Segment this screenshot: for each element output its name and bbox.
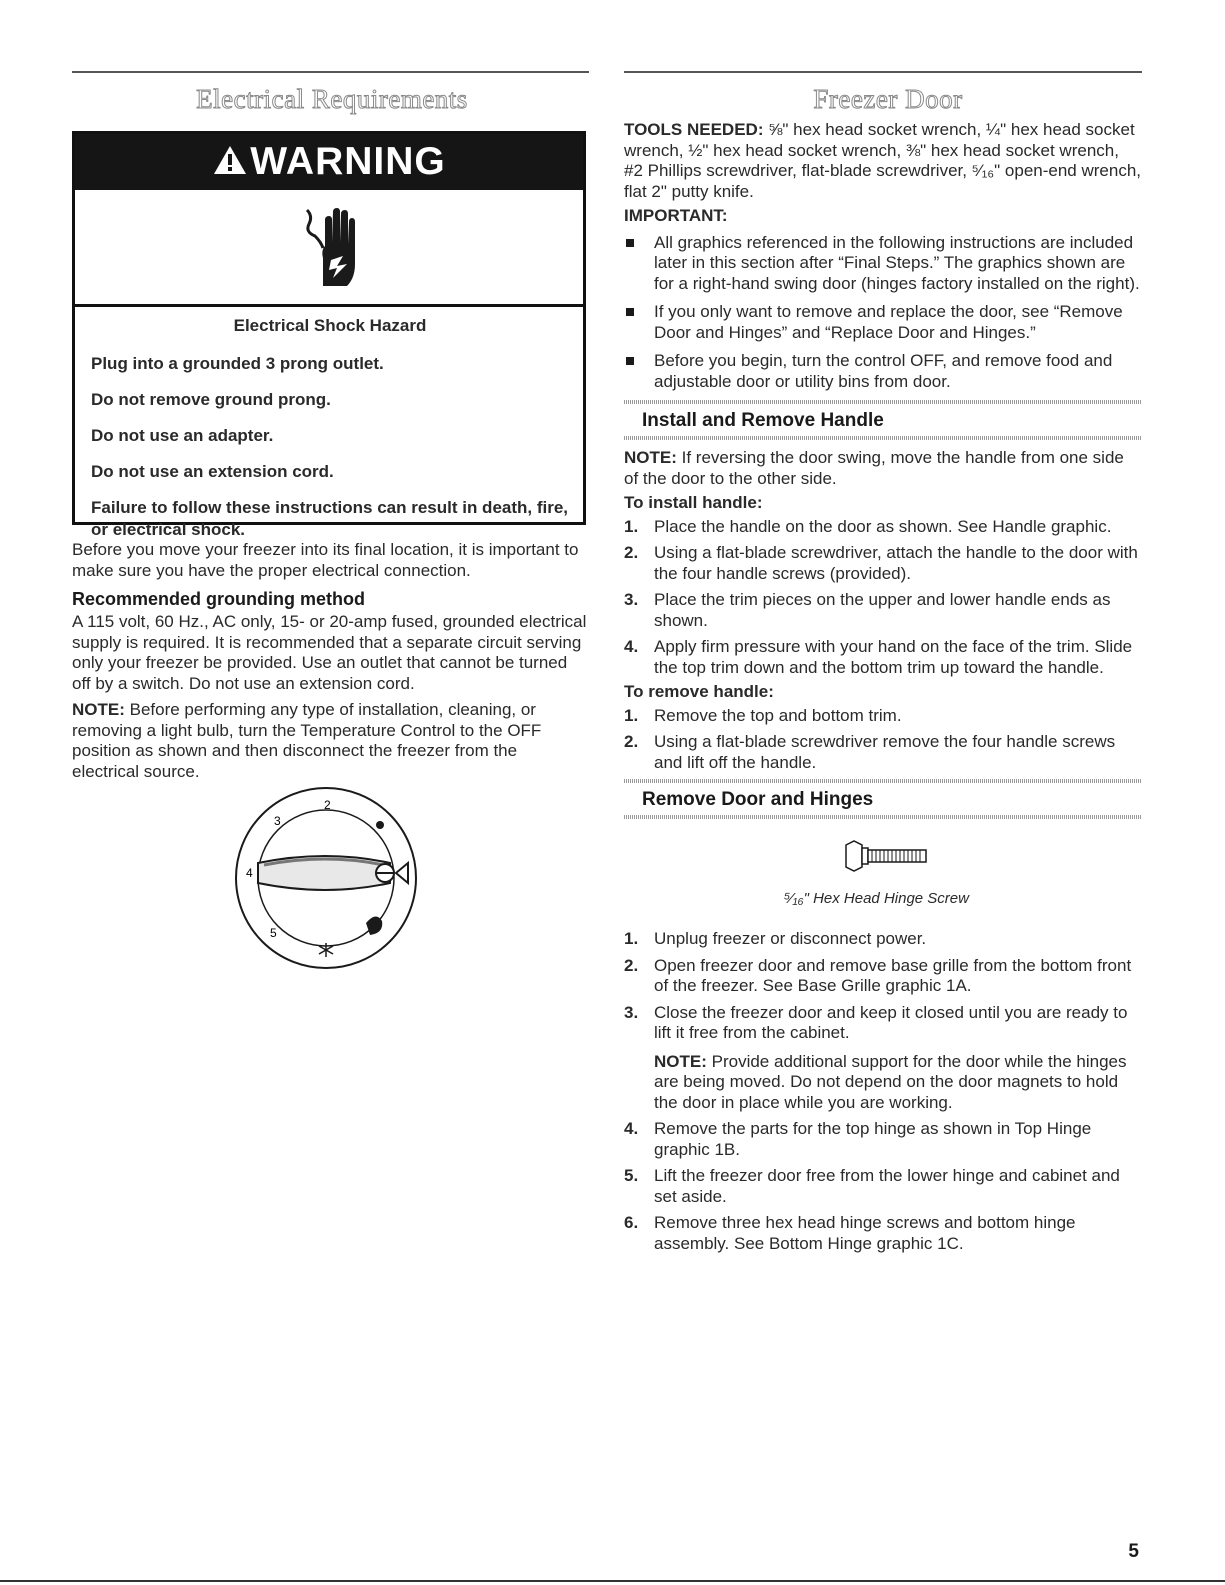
screw-figure	[624, 819, 1142, 915]
warning-triangle-icon	[212, 136, 248, 192]
warning-line: Failure to follow these instructions can result in death, fire, or electrical shock.	[91, 498, 569, 539]
warning-line: Plug into a grounded 3 prong outlet.	[91, 354, 384, 373]
note-text: If reversing the door swing, move the handle from one side of the door to the other side.	[624, 448, 1124, 488]
temperature-control-dial-illustration	[230, 783, 460, 973]
remove-door-steps	[624, 929, 1142, 1254]
warning-line: Do not use an extension cord.	[91, 462, 334, 481]
screw-caption: ⁵⁄₁₆" Hex Head Hinge Screw	[784, 890, 969, 907]
list-item: If you only want to remove and replace the door, see “Remove Door and Hinges” and “Replace Door and Hinges.”	[624, 302, 1142, 343]
list-item: 4. Apply firm pressure with your hand on the face of the trim. Slide the top trim down and the bottom trim up toward the handle.	[624, 637, 1133, 677]
list-item: All graphics referenced in the following instructions are included later in this section after “Final Steps.” The graphics shown are for a right-hand swing door (hinges factory installed on the right).	[624, 233, 1142, 295]
warning-box	[72, 131, 586, 539]
grounding-heading: Recommended grounding method	[72, 589, 366, 609]
hex-head-hinge-screw-illustration	[842, 839, 932, 873]
remove-handle-label: To remove handle:	[624, 682, 774, 701]
hatch-divider	[624, 400, 1142, 404]
list-item: 1. Unplug freezer or disconnect power.	[624, 929, 927, 948]
note-text: Before performing any type of installation, cleaning, or removing a light bulb, turn the Temperature Control to the OFF position as shown and then disconnect the freezer from the electrical source.	[72, 700, 542, 781]
dial-label: 4	[246, 866, 253, 880]
electrical-requirements-title: Electrical Requirements	[196, 84, 468, 114]
dial-label: 3	[274, 814, 281, 828]
list-item: 4. Remove the parts for the top hinge as shown in Top Hinge graphic 1B.	[624, 1119, 1092, 1159]
warning-header	[75, 134, 583, 190]
install-handle-label: To install handle:	[624, 493, 763, 512]
list-item: 2. Open freezer door and remove base grille from the bottom front of the freezer. See Base Grille graphic 1A.	[624, 955, 1132, 995]
bottom-rule	[0, 1580, 1225, 1582]
list-item: 3. Close the freezer door and keep it closed until you are ready to lift it free from the cabinet. NOTE: Provide additional support for the door while the hinges are being moved. Do not depend on the door magnets to hold the door in place while you are working.	[624, 1003, 1142, 1114]
warning-heading: WARNING	[250, 140, 446, 183]
warning-icon-area	[75, 190, 583, 307]
right-top-rule	[624, 71, 1142, 73]
handle-subhead	[624, 400, 1142, 440]
dial-label: 2	[324, 798, 331, 812]
list-item: 1. Place the handle on the door as shown. See Handle graphic.	[624, 516, 1112, 536]
electric-shock-hand-icon	[303, 202, 363, 294]
remove-handle-steps	[624, 706, 1142, 774]
intro-paragraph: Before you move your freezer into its final location, it is important to make sure you have the proper electrical connection.	[72, 540, 579, 580]
list-item: 3. Place the trim pieces on the upper and lower handle ends as shown.	[624, 590, 1111, 630]
hazard-title: Electrical Shock Hazard	[233, 316, 427, 335]
list-item: 5. Lift the freezer door free from the lower hinge and cabinet and set aside.	[624, 1166, 1120, 1206]
warning-line: Do not use an adapter.	[91, 426, 274, 445]
dial-label: 5	[270, 926, 277, 940]
hinges-subhead	[624, 779, 1142, 819]
page-number: 5	[1128, 1541, 1139, 1562]
hatch-divider	[624, 779, 1142, 783]
note-label: NOTE:	[72, 700, 125, 719]
grounding-paragraph: A 115 volt, 60 Hz., AC only, 15- or 20-amp fused, grounded electrical supply is required. It is recommended that a separate circuit serving only your freezer be provided. Use an outlet that cannot be turned off by a switch. Do not use an extension cord.	[72, 612, 587, 693]
dial-marker	[376, 821, 384, 829]
hinges-heading: Remove Door and Hinges	[642, 789, 874, 810]
important-list	[624, 233, 1142, 393]
handle-heading: Install and Remove Handle	[642, 410, 884, 431]
hatch-divider	[624, 436, 1142, 440]
list-item: 6. Remove three hex head hinge screws and bottom hinge assembly. See Bottom Hinge graphic 1C.	[624, 1213, 1076, 1253]
warning-line: Do not remove ground prong.	[91, 390, 331, 409]
install-steps	[624, 517, 1142, 679]
note-label: NOTE:	[624, 448, 677, 467]
step-note: NOTE: Provide additional support for the door while the hinges are being moved. Do not depend on the door magnets to hold the door in place while you are working.	[654, 1051, 1127, 1112]
list-item: 2. Using a flat-blade screwdriver, attach the handle to the door with the four handle screws (provided).	[624, 543, 1138, 583]
list-item: Before you begin, turn the control OFF, and remove food and adjustable door or utility bins from door.	[624, 351, 1142, 392]
handle-note	[624, 448, 1142, 489]
left-top-rule	[72, 71, 589, 73]
note-paragraph	[72, 700, 587, 782]
freezer-door-title: Freezer Door	[813, 84, 963, 114]
warning-body	[75, 307, 583, 541]
list-item: 2. Using a flat-blade screwdriver remove the four handle screws and lift off the handle.	[624, 732, 1116, 772]
tools-text: ⅝" hex head socket wrench, ¼" hex head socket wrench, ½" hex head socket wrench, ⅜" hex head socket wrench, #2 Phillips screwdriver, flat-blade screwdriver, ⁵⁄₁₆" open-end wrench, flat 2" putty knife.	[624, 120, 1142, 201]
list-item: 1. Remove the top and bottom trim.	[624, 705, 902, 725]
tools-paragraph	[624, 120, 1142, 202]
tools-label: TOOLS NEEDED:	[624, 120, 764, 139]
important-label: IMPORTANT:	[624, 206, 728, 225]
